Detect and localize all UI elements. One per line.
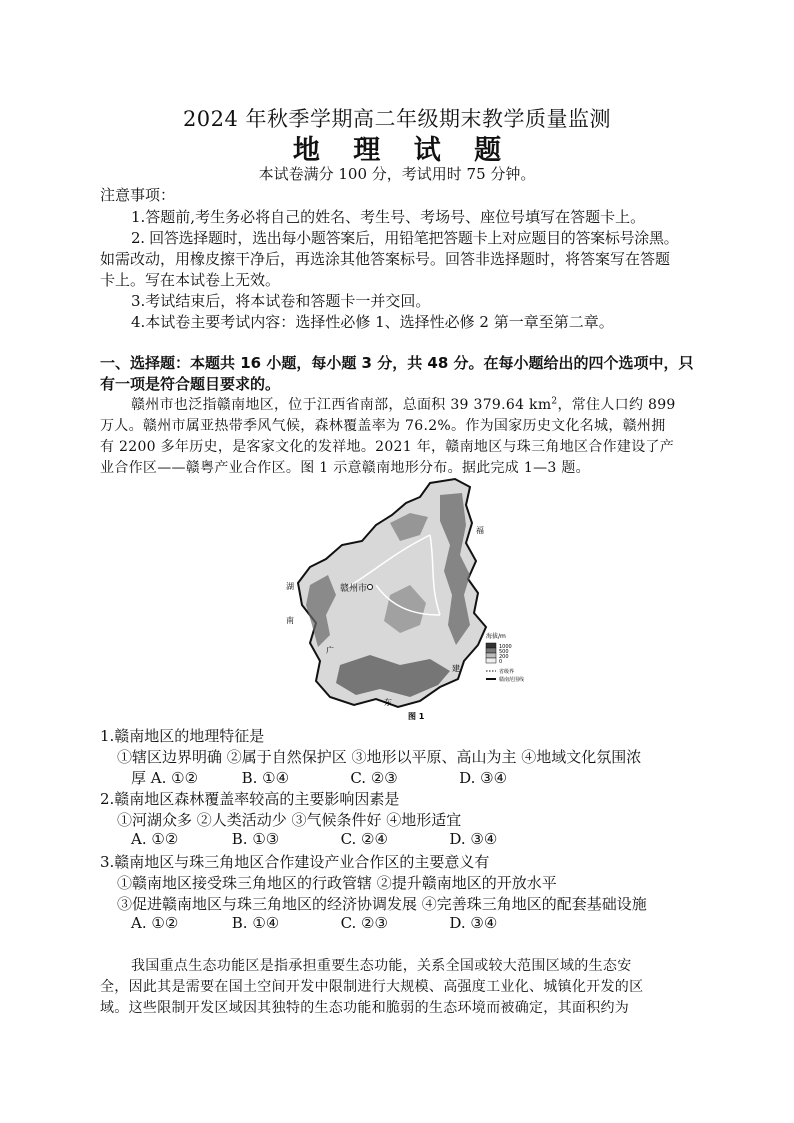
passage1-line4: 业合作区——赣粤产业合作区。图 1 示意赣南地形分布。据此完成 1—3 题。 — [100, 460, 590, 476]
subject-title: 地 理 试 题 — [292, 135, 514, 166]
q2-answer-row — [131, 830, 497, 848]
province-label-fujian-jian: 建 — [452, 664, 460, 673]
legend-title: 海拔/m — [486, 633, 506, 640]
legend-200: 200 — [499, 654, 509, 660]
q1-choice-a[interactable]: A. ①② — [150, 769, 199, 787]
passage2-line2: 全，因此其是需要在国土空间开发中限制进行大规模、高强度工业化、城镇化开发的区 — [100, 979, 644, 995]
notice-item-4: 4.本试卷主要考试内容：选择性必修 1、选择性必修 2 第一章至第二章。 — [131, 313, 614, 331]
q3-options-text-2: ③促进赣南地区与珠三角地区的经济协调发展 ④完善珠三角地区的配套基础设施 — [117, 895, 647, 913]
notice-item-2-cont: 如需改动，用橡皮擦干净后，再选涂其他答案标号。回答非选择题时，将答案写在答题 — [100, 250, 671, 268]
gannan-terrain-map — [280, 475, 530, 725]
province-label-guangdong-1: 广 — [326, 646, 334, 655]
map-legend — [486, 632, 524, 683]
q1-answer-row — [131, 767, 507, 788]
province-label-fujian: 福 — [476, 526, 484, 535]
province-label-guangdong-2: 东 — [384, 698, 392, 707]
passage1-line3: 有 2200 多年历史，是客家文化的发祥地。2021 年，赣南地区与珠三角地区合作建设了产 — [100, 439, 675, 455]
legend-0: 0 — [499, 659, 503, 665]
q3-options-text-1: ①赣南地区接受珠三角地区的行政管辖 ②提升赣南地区的开放水平 — [117, 874, 557, 892]
province-label-hunan-1: 湖 — [286, 582, 294, 591]
exam-info: 本试卷满分 100 分，考试用时 75 分钟。 — [258, 165, 536, 183]
passage2-line3: 域。这些限制开发区域因其独特的生态功能和脆弱的生态环境而被确定，其面积约为 — [100, 1000, 630, 1016]
notice-item-2-cont2: 卡上。写在本试卷上无效。 — [100, 271, 281, 289]
q1-choice-b[interactable]: B. ①④ — [241, 769, 290, 787]
passage1-superscript: 2 — [551, 396, 558, 407]
q1-options-text: ①辖区边界明确 ②属于自然保护区 ③地形以平原、高山为主 ④地域文化氛围浓 — [117, 748, 642, 766]
q1-choice-c[interactable]: C. ②③ — [350, 769, 398, 787]
q3-answer-row — [131, 914, 497, 932]
q2-choice-c[interactable]: C. ②④ — [340, 830, 388, 848]
legend-500: 500 — [499, 649, 509, 655]
q3-choice-a[interactable]: A. ①② — [131, 914, 179, 932]
q1-choice-d[interactable]: D. ③④ — [459, 769, 508, 787]
q2-choice-d[interactable]: D. ③④ — [449, 830, 498, 848]
legend-region-border: 赣南范围线 — [499, 677, 525, 683]
figure-caption: 图 1 — [408, 712, 425, 721]
notice-heading: 注意事项： — [100, 186, 176, 204]
q1-stem: 1.赣南地区的地理特征是 — [100, 727, 265, 745]
section-heading: 一、选择题：本题共 16 小题，每小题 3 分，共 48 分。在每小题给出的四个选项中，只 — [100, 354, 694, 372]
passage1-line2: 万人。赣州市属亚热带季风气候，森林覆盖率为 76.2%。作为国家历史文化名城，赣州拥 — [100, 418, 666, 434]
q2-options-text: ①河湖众多 ②人类活动少 ③气候条件好 ④地形适宜 — [117, 811, 462, 829]
q3-stem: 3.赣南地区与珠三角地区合作建设产业合作区的主要意义有 — [100, 853, 490, 871]
q3-choice-d[interactable]: D. ③④ — [449, 914, 498, 932]
q2-choice-b[interactable]: B. ①③ — [231, 830, 280, 848]
q2-choice-a[interactable]: A. ①② — [131, 830, 179, 848]
q3-choice-b[interactable]: B. ①④ — [231, 914, 280, 932]
passage2-line1: 我国重点生态功能区是指承担重要生态功能，关系全国或较大范围区域的生态安 — [131, 958, 632, 974]
legend-province-border: 省级界 — [499, 669, 515, 675]
notice-item-2: 2. 回答选择题时，选出每小题答案后，用铅笔把答题卡上对应题目的答案标号涂黑。 — [131, 229, 679, 247]
q1-options-text-2: 厚 — [131, 769, 147, 787]
exam-title: 2024 年秋季学期高二年级期末教学质量监测 — [182, 107, 612, 131]
city-marker — [368, 585, 373, 590]
passage1-line1-a: 赣州市也泛指赣南地区，位于江西省南部，总面积 39 379.64 km — [131, 397, 552, 413]
section-heading-cont: 有一项是符合题目要求的。 — [100, 375, 281, 393]
legend-1000: 1000 — [499, 644, 512, 650]
notice-item-1: 1.答题前,考生务必将自己的姓名、考生号、考场号、座位号填写在答题卡上。 — [131, 208, 646, 226]
city-label: 赣州市 — [340, 584, 368, 594]
passage1-line1 — [131, 394, 676, 414]
q2-stem: 2.赣南地区森林覆盖率较高的主要影响因素是 — [100, 790, 400, 808]
q3-choice-c[interactable]: C. ②③ — [340, 914, 388, 932]
province-label-hunan-2: 南 — [286, 616, 294, 625]
passage1-line1-b: ，常住人口约 899 — [557, 397, 676, 413]
notice-item-3: 3.考试结束后，将本试卷和答题卡一并交回。 — [131, 292, 431, 310]
